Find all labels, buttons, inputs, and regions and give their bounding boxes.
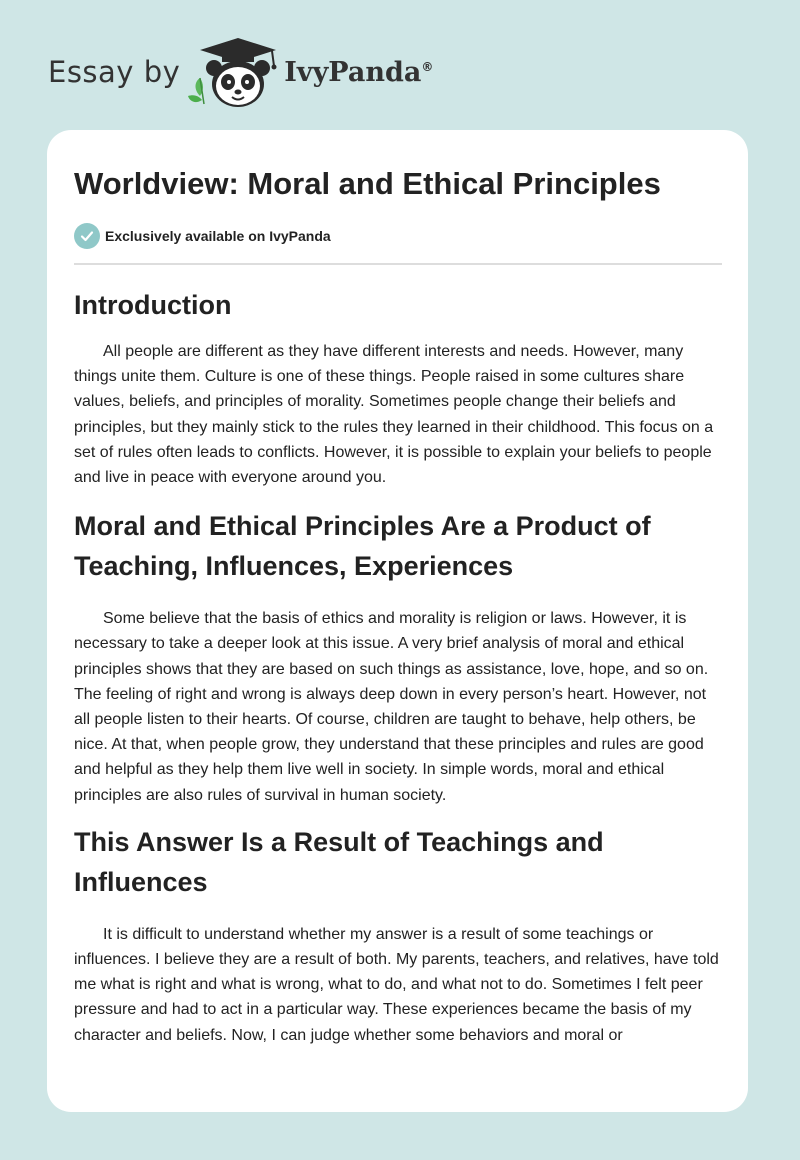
exclusive-badge bbox=[74, 223, 722, 249]
brand-label: IvyPanda bbox=[284, 56, 422, 88]
check-circle-icon bbox=[74, 223, 100, 249]
section-introduction bbox=[74, 285, 722, 490]
section-moral-principles bbox=[74, 506, 722, 808]
site-header bbox=[48, 34, 433, 110]
title-divider bbox=[74, 263, 722, 265]
essay-by-label: Essay by bbox=[48, 55, 181, 89]
section-heading: Moral and Ethical Principles Are a Product of Teaching, Influences, Experiences bbox=[74, 511, 651, 582]
document-card bbox=[47, 130, 748, 1112]
section-body: Some believe that the basis of ethics and morality is religion or laws. However, it is necessary to take a deeper look at this issue. A very brief analysis of moral and ethical principles shows that they are based on such things as assistance, love, hope, and so on. The feeling of right and wrong is always deep down in every person’s heart. However, not all people listen to their hearts. Of course, children are taught to behave, help others, be nice. At that, when people grow, they understand that these principles and rules are good and helpful as they help them live well in society. In simple words, moral and ethical principles are also rules of survival in human society. bbox=[74, 610, 709, 804]
registered-mark: ® bbox=[421, 59, 434, 74]
section-body: All people are different as they have different interests and needs. However, many things unite them. Culture is one of these things. People raised in some cultures share values, beliefs, and principles of morality. Sometimes people change their beliefs and principles, but they mainly stick to the rules they learned in their childhood. This focus on a set of rules often leads to conflicts. However, it is possible to explain your beliefs to people and live in peace with everyone around you. bbox=[74, 343, 714, 487]
brand-name[interactable] bbox=[284, 57, 433, 88]
page-title: Worldview: Moral and Ethical Principles bbox=[74, 166, 661, 201]
checkmark-glyph bbox=[80, 229, 94, 243]
section-body: It is difficult to understand whether my answer is a result of some teachings or influences. I believe they are a result of both. My parents, teachers, and relatives, have told me what is right and what is wrong, what to do, and what not to do. Sometimes I felt peer pressure and had to act in a particular way. These experiences became the basis of my character and beliefs. Now, I can judge whether some behaviors and moral or bbox=[74, 925, 719, 1044]
panda-graduate-icon[interactable] bbox=[186, 34, 282, 110]
exclusive-badge-label: Exclusively available on IvyPanda bbox=[105, 228, 331, 244]
section-heading: Introduction bbox=[74, 290, 232, 320]
section-heading: This Answer Is a Result of Teachings and Influences bbox=[74, 826, 604, 897]
ivy-leaf-icon bbox=[188, 78, 204, 104]
section-teachings-influences bbox=[74, 822, 722, 1048]
